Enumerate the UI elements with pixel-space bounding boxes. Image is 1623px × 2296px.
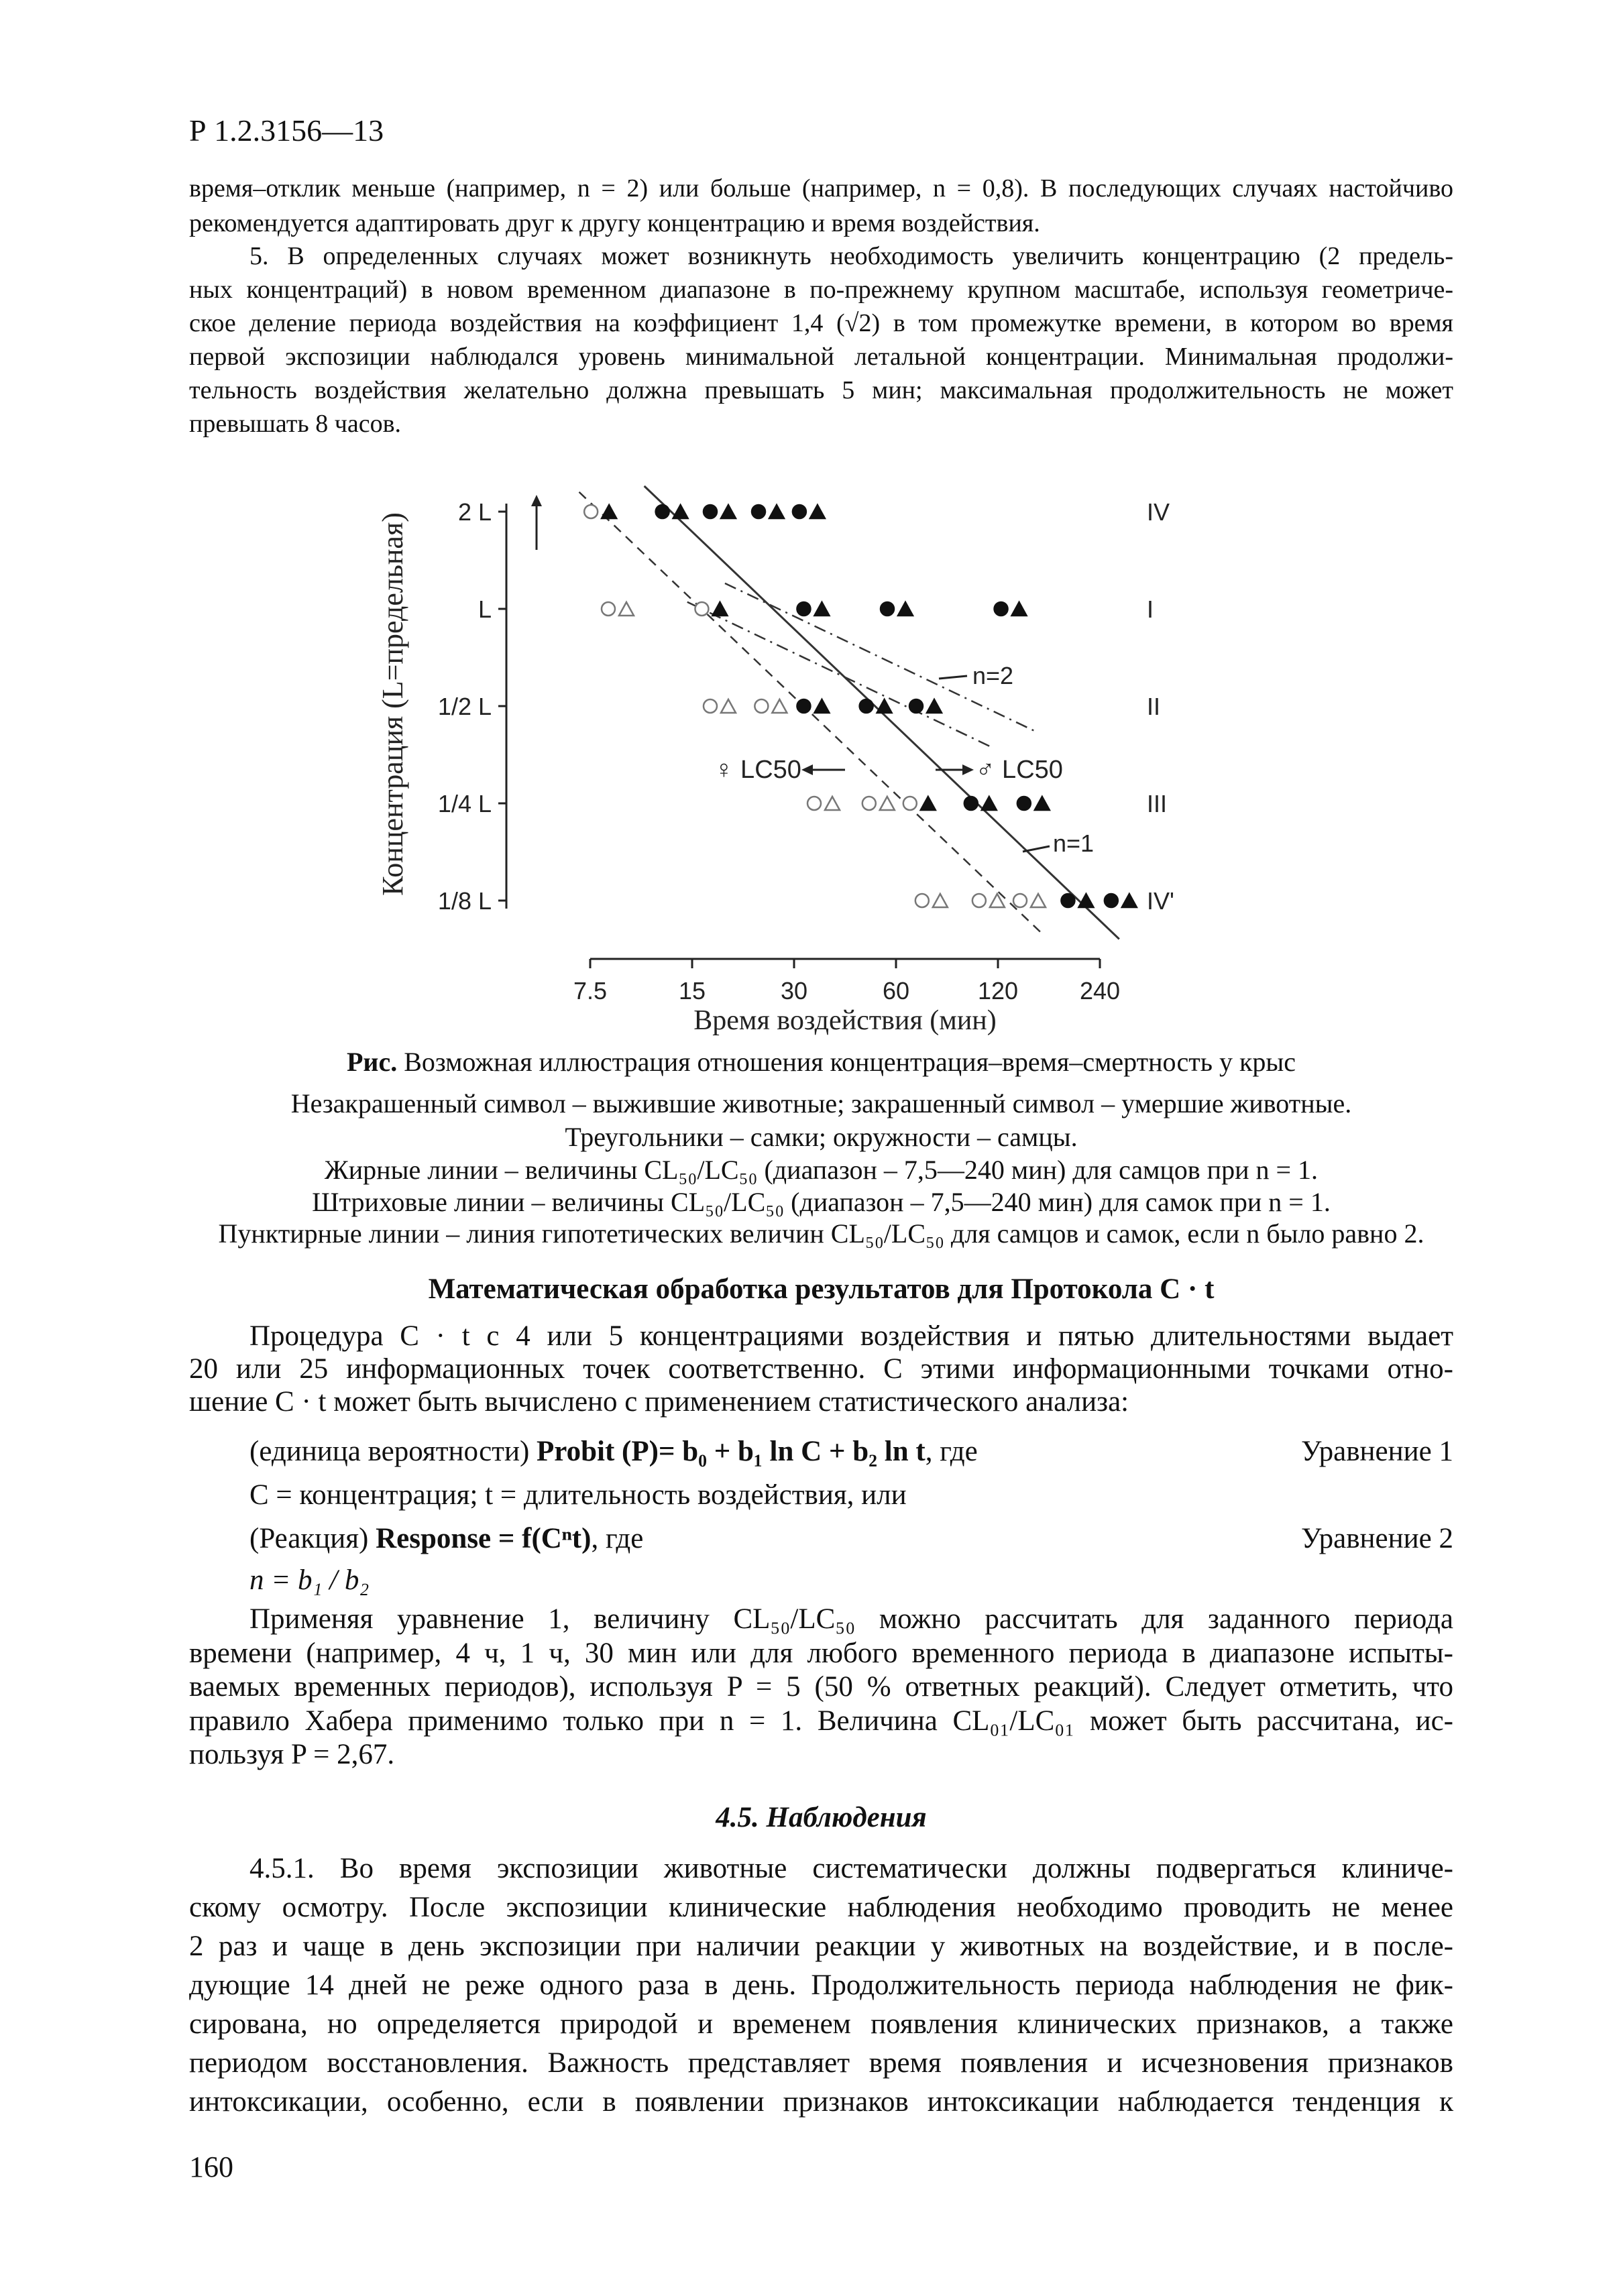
legend-line: Треугольники – самки; окружности – самцы.	[565, 1122, 1078, 1152]
open-circle-male-survived	[1013, 894, 1027, 907]
line-female-lc50-n1	[579, 492, 1041, 932]
equation-n-definition: n = b₁ / b₂	[249, 1564, 370, 1596]
y-tick-label: 1/2 L	[437, 693, 492, 720]
subsection-heading: 4.5. Наблюдения	[716, 1802, 927, 1833]
document-code-header: Р 1.2.3156—13	[189, 113, 384, 148]
text-line: ваемых временных периодов), используя P = 5 (50 % ответных реакций). Следует отметить, что	[189, 1671, 1453, 1703]
filled-triangle-female-died	[982, 797, 997, 810]
filled-triangle-female-died	[810, 505, 825, 518]
x-tick-label: 7.5	[573, 977, 608, 1005]
open-triangle-female-survived	[933, 894, 948, 907]
text-line: дующие 14 дней не реже одного раза в день. Продолжительность периода наблюдения не фик-	[189, 1969, 1453, 2001]
open-circle-male-survived	[754, 699, 768, 713]
row-label: II	[1147, 693, 1161, 720]
x-tick-label: 120	[977, 977, 1019, 1005]
filled-circle-male-died	[995, 602, 1008, 616]
filled-triangle-female-died	[898, 602, 913, 616]
concentration-time-mortality-chart	[0, 0, 1623, 1046]
filled-triangle-female-died	[673, 505, 688, 518]
equation-number: Уравнение 1	[1300, 1436, 1453, 1467]
row-label: I	[1147, 595, 1154, 623]
legend-line: Незакрашенный символ – выжившие животные; закрашенный символ – умершие животные.	[290, 1088, 1352, 1118]
filled-triangle-female-died	[1012, 602, 1027, 616]
open-circle-male-survived	[862, 797, 876, 810]
x-axis-label: Время воздействия (мин)	[693, 1005, 997, 1036]
equation-1	[249, 1435, 1453, 1468]
arrowhead-icon	[531, 495, 542, 506]
y-tick-label: 1/8 L	[437, 887, 492, 915]
page-number: 160	[189, 2150, 233, 2183]
figure-caption	[189, 1046, 1453, 1078]
x-tick-label: 30	[780, 977, 808, 1005]
row-label: IV'	[1147, 887, 1174, 915]
filled-circle-male-died	[797, 602, 810, 616]
text-line: ское деление периода воздействия на коэффициент 1,4 (√2) в том промежутке времени, в котором во время	[189, 309, 1453, 337]
section-heading: Математическая обработка результатов для Протокола C · t	[428, 1273, 1215, 1305]
filled-circle-male-died	[964, 797, 978, 810]
open-triangle-female-survived	[825, 797, 840, 810]
text-line: рекомендуется адаптировать друг к другу концентрацию и время воздействия.	[189, 209, 1040, 237]
y-tick-label: L	[478, 595, 492, 623]
text-line: сирована, но определяется природой и временем появления клинических признаков, а также	[189, 2008, 1453, 2040]
filled-triangle-female-died	[1122, 894, 1137, 907]
filled-circle-male-died	[860, 699, 873, 713]
paragraph	[189, 1320, 1453, 1418]
text-line: 2 раз и чаще в день экспозиции при наличии реакции у животных на воздействие, и в после-	[189, 1931, 1453, 1962]
row-label: III	[1147, 790, 1168, 817]
filled-triangle-female-died	[602, 505, 616, 518]
filled-triangle-female-died	[877, 699, 892, 713]
text-line: Процедура C · t с 4 или 5 концентрациями воздействия и пятью длительностями выдает	[249, 1320, 1453, 1352]
y-tick-label: 2 L	[457, 498, 492, 526]
filled-circle-male-died	[1105, 894, 1118, 907]
caption-text: Возможная иллюстрация отношения концентрация–время–смертность у крыс	[397, 1047, 1296, 1077]
filled-triangle-female-died	[1078, 894, 1093, 907]
text-line: 20 или 25 информационных точек соответственно. С этими информационными точками отно-	[189, 1353, 1453, 1385]
filled-triangle-female-died	[927, 699, 942, 713]
text-line: пользуя P = 2,67.	[189, 1739, 395, 1770]
filled-circle-male-died	[1061, 894, 1074, 907]
equation-definitions: C = концентрация; t = длительность воздействия, или	[249, 1479, 907, 1511]
equation-prefix: (единица вероятности)	[249, 1436, 537, 1467]
text-line: шение C · t может быть вычислено с применением статистического анализа:	[189, 1386, 1129, 1418]
line-hypothetical-n2-lower	[687, 602, 994, 748]
open-circle-male-survived	[903, 797, 917, 810]
open-triangle-female-survived	[772, 699, 787, 713]
open-circle-male-survived	[602, 602, 615, 616]
filled-triangle-female-died	[769, 505, 784, 518]
filled-triangle-female-died	[814, 699, 829, 713]
text-line: превышать 8 часов.	[189, 410, 402, 438]
arrowhead-icon	[962, 764, 974, 775]
open-circle-male-survived	[695, 602, 708, 616]
leader-line	[1023, 846, 1050, 852]
annotation-female-lc50: ♀ LC50	[714, 756, 801, 784]
equation-suffix: , где	[925, 1436, 978, 1467]
text-line: интоксикации, особенно, если в появлении признаков интоксикации наблюдается тенденция к	[189, 2086, 1453, 2118]
filled-triangle-female-died	[1035, 797, 1050, 810]
text-line: 4.5.1. Во время экспозиции животные систематически должны подвергаться клиниче-	[249, 1853, 1453, 1884]
y-axis-label: Концентрация (L=предельная)	[376, 512, 409, 896]
open-triangle-female-survived	[880, 797, 895, 810]
x-tick-label: 60	[882, 977, 910, 1005]
text-line: правило Хабера применимо только при n = 1. Величина CL₀₁/LC₀₁ может быть рассчитана, ис-	[189, 1705, 1453, 1737]
text-line: 5. В определенных случаях может возникнуть необходимость увеличить концентрацию (2 предель-	[249, 242, 1453, 270]
annotation-male-lc50: ♂ LC50	[976, 756, 1063, 784]
filled-triangle-female-died	[814, 602, 829, 616]
open-circle-male-survived	[807, 797, 821, 810]
open-circle-male-survived	[704, 699, 717, 713]
equation-formula: Response = f(Cⁿt)	[376, 1523, 592, 1554]
text-line: время–отклик меньше (например, n = 2) или больше (например, n = 0,8). В последующих случаях настойчиво	[189, 174, 1453, 203]
equation-2	[249, 1522, 1453, 1555]
filled-triangle-female-died	[921, 797, 936, 810]
equation-number: Уравнение 2	[1300, 1523, 1453, 1554]
x-tick-label: 240	[1079, 977, 1121, 1005]
leader-line	[939, 676, 967, 679]
text-line: периодом восстановления. Важность представляет время появления и исчезновения признаков	[189, 2047, 1453, 2079]
paragraph	[189, 1603, 1453, 1772]
legend-line: Пунктирные линии – линия гипотетических величин CL₅₀/LC₅₀ для самцов и самок, если n было равно 2.	[218, 1218, 1424, 1249]
open-circle-male-survived	[584, 505, 598, 518]
y-tick-label: 1/4 L	[437, 790, 492, 817]
filled-circle-male-died	[752, 505, 765, 518]
text-line: времени (например, 4 ч, 1 ч, 30 мин или для любого временного периода в диапазоне испыты-	[189, 1637, 1453, 1669]
filled-circle-male-died	[881, 602, 894, 616]
open-triangle-female-survived	[619, 602, 634, 616]
open-circle-male-survived	[972, 894, 986, 907]
open-triangle-female-survived	[1031, 894, 1046, 907]
filled-circle-male-died	[1017, 797, 1031, 810]
legend-line: Жирные линии – величины CL₅₀/LC₅₀ (диапазон – 7,5—240 мин) для самцов при n = 1.	[324, 1155, 1319, 1185]
arrowhead-icon	[801, 764, 813, 775]
legend-line: Штриховые линии – величины CL₅₀/LC₅₀ (диапазон – 7,5—240 мин) для самок при n = 1.	[312, 1187, 1331, 1217]
filled-circle-male-died	[704, 505, 717, 518]
filled-circle-male-died	[656, 505, 669, 518]
open-triangle-female-survived	[721, 699, 736, 713]
filled-circle-male-died	[793, 505, 806, 518]
text-line: первой экспозиции наблюдался уровень минимальной летальной концентрации. Минимальная продолжи-	[189, 343, 1453, 371]
open-circle-male-survived	[915, 894, 929, 907]
x-tick-label: 15	[678, 977, 706, 1005]
text-line: тельность воздействия желательно должна превышать 5 мин; максимальная продолжительность не может	[189, 376, 1453, 404]
annotation-n1: n=1	[1053, 829, 1095, 857]
equation-formula: Probit (P)= b₀ + b₁ ln C + b₂ ln t	[537, 1436, 926, 1467]
annotation-n2: n=2	[972, 662, 1014, 689]
filled-triangle-female-died	[721, 505, 736, 518]
paragraph-4-5-1	[189, 1849, 1453, 2122]
text-line: скому осмотру. После экспозиции клинические наблюдения необходимо проводить не менее	[189, 1892, 1453, 1923]
caption-label: Рис.	[346, 1047, 398, 1077]
filled-circle-male-died	[909, 699, 923, 713]
text-line: ных концентраций) в новом временном диапазоне в по-прежнему крупном масштабе, используя геометриче-	[189, 276, 1453, 304]
filled-triangle-female-died	[712, 602, 727, 616]
equation-suffix: , где	[591, 1523, 644, 1554]
filled-circle-male-died	[797, 699, 810, 713]
equation-prefix: (Реакция)	[249, 1523, 376, 1554]
text-line: Применяя уравнение 1, величину CL₅₀/LC₅₀ можно рассчитать для заданного периода	[249, 1603, 1453, 1635]
row-label: IV	[1147, 498, 1170, 526]
